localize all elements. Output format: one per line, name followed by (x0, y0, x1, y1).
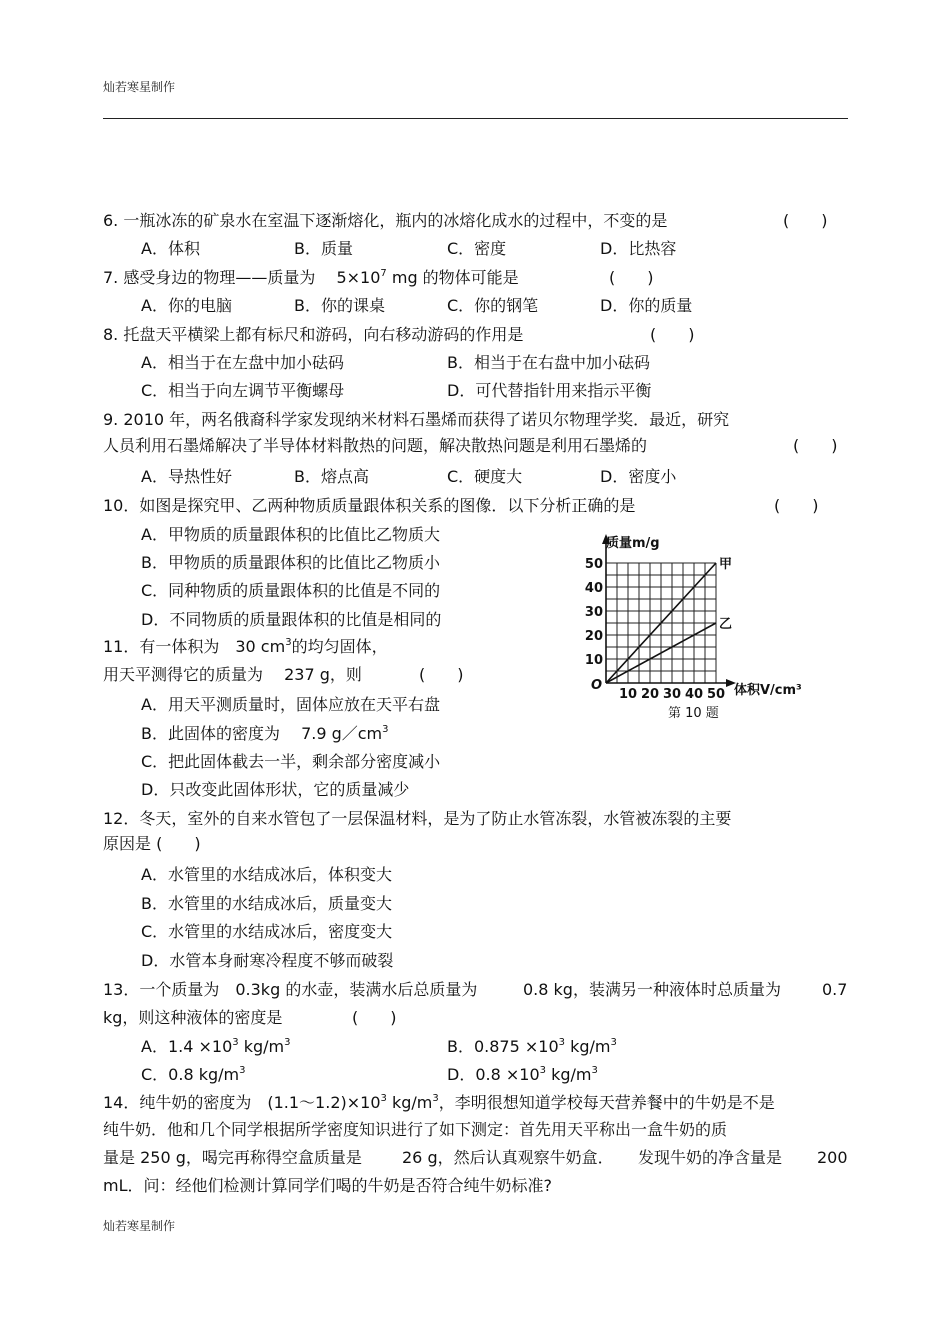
q12-stem-line1: 12．冬天，室外的自来水管包了一层保温材料，是为了防止水管冻裂，水管被冻裂的主要 (103, 809, 732, 828)
q13-stem-line2: kg，则这种液体的密度是 (103, 1008, 283, 1027)
q10-option-c: C．同种物质的质量跟体积的比值是不同的 (141, 581, 441, 600)
q13-option-d: D．$0.8 \times 10^3$ $kg/m^3$ (447, 1065, 598, 1084)
series-label-2: 乙 (719, 617, 733, 632)
q12-stem-line2: 原因是 ( ) (103, 834, 201, 853)
q10-option-b: B．甲物质的质量跟体积的比值比乙物质小 (141, 553, 440, 572)
q13-option-c: C．0.8 $kg/m^3$ (141, 1065, 246, 1084)
x-tick-label: 20 (640, 687, 660, 702)
q9-option-c: C．硬度大 (447, 467, 523, 486)
q10-option-d: D．不同物质的质量跟体积的比值是相同的 (141, 610, 442, 629)
q14-stem-line4: mL．问：经他们检测计算同学们喝的牛奶是否符合纯牛奶标准? (103, 1176, 552, 1195)
q10-stem: 10．如图是探究甲、乙两种物质质量跟体积关系的图像．以下分析正确的是 (103, 496, 636, 515)
q14-stem-line3-d: 200 (817, 1148, 848, 1167)
q13-stem-line1-a: 13．一个质量为 0.3kg 的水壶，装满水后总质量为 (103, 980, 478, 999)
q9-stem-line1: 9. 2010 年，两名俄裔科学家发现纳米材料石墨烯而获得了诺贝尔物理学奖．最近，研究 (103, 410, 730, 429)
q13-stem-line1-c: 0.7 (822, 980, 848, 999)
x-tick-label: 30 (662, 687, 682, 702)
q14-stem-line3-b: 26 g，然后认真观察牛奶盒． (402, 1148, 614, 1167)
q11-answer-paren: ( ) (419, 665, 464, 684)
header-rule (103, 118, 848, 119)
x-tick-label: 50 (706, 687, 726, 702)
q11-option-b: B．此固体的密度为 7.9 $g/cm^3$ (141, 724, 389, 743)
q9-option-d: D．密度小 (600, 467, 677, 486)
page-header: 灿若寒星制作 (103, 80, 176, 94)
q11-stem-line1: 11．有一体积为 30 $cm^3$的均匀固体， (103, 637, 388, 656)
y-tick-label: 30 (584, 605, 603, 620)
q6-option-a: A．体积 (141, 239, 200, 258)
q9-stem-line2: 人员利用石墨烯解决了半导体材料散热的问题，解决散热问题是利用石墨烯的 (103, 436, 648, 455)
q6-option-c: C．密度 (447, 239, 507, 258)
q13-stem-line1-b: 0.8 kg，装满另一种液体时总质量为 (523, 980, 781, 999)
y-tick-label: 10 (584, 653, 603, 668)
q12-option-a: A．水管里的水结成冰后，体积变大 (141, 865, 392, 884)
q8-option-a: A．相当于在左盘中加小砝码 (141, 353, 344, 372)
q11-option-d: D．只改变此固体形状，它的质量减少 (141, 780, 410, 799)
q12-option-c: C．水管里的水结成冰后，密度变大 (141, 922, 393, 941)
y-tick-label: 20 (584, 629, 603, 644)
q11-option-a: A．用天平测质量时，固体应放在天平右盘 (141, 695, 440, 714)
q13-answer-paren: ( ) (352, 1008, 397, 1027)
q8-option-c: C．相当于向左调节平衡螺母 (141, 381, 345, 400)
y-axis-label: 质量m/g (606, 536, 660, 551)
q7-option-b: B．你的课桌 (294, 296, 385, 315)
q14-stem-line3-c: 发现牛奶的净含量是 (638, 1148, 783, 1167)
q6-option-b: B．质量 (294, 239, 353, 258)
q12-option-b: B．水管里的水结成冰后，质量变大 (141, 894, 392, 913)
q8-option-d: D．可代替指针用来指示平衡 (447, 381, 652, 400)
page-footer: 灿若寒星制作 (103, 1219, 176, 1233)
q7-option-c: C．你的钢笔 (447, 296, 539, 315)
q7-option-a: A．你的电脑 (141, 296, 232, 315)
x-axis-label: 体积V/cm³ (734, 683, 802, 698)
q7-option-d: D．你的质量 (600, 296, 693, 315)
q11-stem-line2: 用天平测得它的质量为 237 g，则 (103, 665, 362, 684)
q9-answer-paren: ( ) (793, 436, 838, 455)
x-tick-label: 10 (618, 687, 638, 702)
series-label-1: 甲 (719, 557, 733, 572)
q9-option-b: B．熔点高 (294, 467, 369, 486)
y-tick-label: 50 (584, 557, 603, 572)
q13-option-a: A．$1.4 \times 10^3$ $kg/m^3$ (141, 1037, 291, 1056)
origin-label: O (591, 678, 603, 693)
q10-answer-paren: ( ) (774, 496, 819, 515)
q12-option-d: D．水管本身耐寒冷程度不够而破裂 (141, 951, 394, 970)
q10-option-a: A．甲物质的质量跟体积的比值比乙物质大 (141, 525, 440, 544)
q11-option-c: C．把此固体截去一半，剩余部分密度减小 (141, 752, 441, 771)
q6-option-d: D．比热容 (600, 239, 677, 258)
q7-stem: 7. 感受身边的物理——质量为 $5\times 10^7$ mg 的物体可能是 (103, 268, 519, 287)
x-tick-label: 40 (684, 687, 704, 702)
q7-answer-paren: ( ) (609, 268, 654, 287)
q8-option-b: B．相当于在右盘中加小砝码 (447, 353, 650, 372)
q6-stem: 6. 一瓶冰冻的矿泉水在室温下逐渐熔化，瓶内的冰熔化成水的过程中，不变的是 (103, 211, 668, 230)
q8-stem: 8. 托盘天平横梁上都有标尺和游码，向右移动游码的作用是 (103, 325, 524, 344)
q13-option-b: B．$0.875 \times 10^3$ $kg/m^3$ (447, 1037, 617, 1056)
mass-volume-graph (568, 528, 818, 728)
q8-answer-paren: ( ) (650, 325, 695, 344)
q14-stem-line3-a: 量是 250 g，喝完再称得空盒质量是 (103, 1148, 362, 1167)
figure-caption: 第 10 题 (668, 706, 719, 721)
graph-series (606, 557, 732, 683)
q14-stem-line2: 纯牛奶．他和几个同学根据所学密度知识进行了如下测定：首先用天平称出一盒牛奶的质 (103, 1120, 728, 1139)
q9-option-a: A．导热性好 (141, 467, 232, 486)
y-tick-label: 40 (584, 581, 603, 596)
q14-stem-line1: 14．纯牛奶的密度为 $(1.1\sim 1.2)\times 10^3$ $kg/m^3$，李明很想知道学校每天营养餐中的牛奶是不是 (103, 1093, 775, 1112)
q6-answer-paren: ( ) (783, 211, 828, 230)
